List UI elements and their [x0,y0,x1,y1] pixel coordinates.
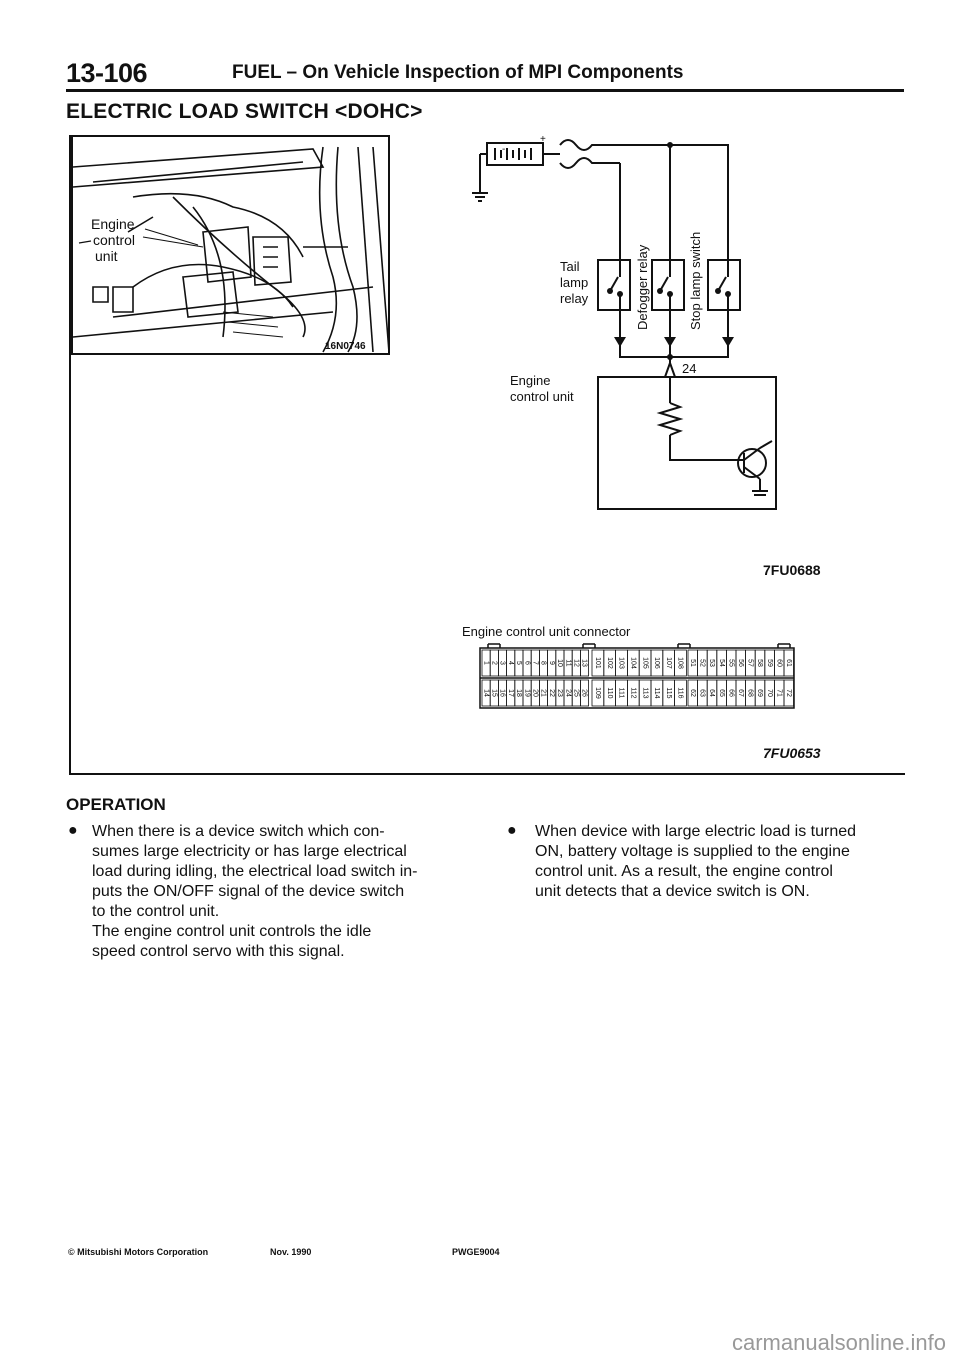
connector-pin-number: 52 [698,659,706,667]
left-line-2: sumes large electricity or has large electrical [92,843,407,860]
left-line-5: to the control unit. [92,903,220,920]
connector-pin-number: 108 [676,657,684,669]
connector-pin-number: 22 [547,689,555,697]
connector-pin-number: 116 [676,687,684,699]
connector-pin-number: 8 [539,661,547,665]
connector-pin-number: 12 [572,659,580,667]
photo-label-line-2: control [93,232,136,248]
right-line-4: unit detects that a device switch is ON. [535,883,810,900]
page-header-title: FUEL – On Vehicle Inspection of MPI Components [232,62,684,83]
connector-pin-number: 71 [775,689,783,697]
connector-pin-number: 67 [736,689,744,697]
defogger-relay-label: Defogger relay [635,244,650,330]
connector-pin-number: 114 [653,687,661,699]
page-number: 13-106 [66,58,148,88]
operation-title: OPERATION [66,795,166,814]
connector-pin-number: 1 [482,661,490,665]
connector-pin-number: 23 [556,689,564,697]
circuit-code: 7FU0688 [763,562,821,578]
section-title: ELECTRIC LOAD SWITCH <DOHC> [66,100,423,123]
connector-pin-number: 55 [727,659,735,667]
connector-pin-number: 59 [765,659,773,667]
footer-date: Nov. 1990 [270,1247,312,1257]
connector-pin-number: 104 [629,657,637,669]
connector-pin-number: 56 [736,659,744,667]
connector-diagram [478,642,796,714]
connector-pin-number: 111 [617,687,625,699]
engine-bay-drawing [73,137,390,355]
tail-lamp-relay-label-1: Tail [560,259,580,274]
right-line-3: control unit. As a result, the engine control [535,863,833,880]
connector-pin-number: 2 [490,661,498,665]
bullet-right: ● [507,822,517,839]
connector-pin-number: 5 [515,661,523,665]
header-rule [66,89,904,92]
connector-pin-number: 20 [531,689,539,697]
left-line-3: load during idling, the electrical load switch in- [92,863,418,880]
bullet-left: ● [68,822,78,839]
operation-right-text [535,822,856,902]
terminal-number: 24 [682,361,697,376]
left-line-7: speed control servo with this signal. [92,943,345,960]
photo-label-line-1: Engine [91,216,135,232]
connector-pin-number: 53 [708,659,716,667]
operation-left-text [92,822,418,962]
connector-pin-number: 115 [664,687,672,699]
connector-pin-number: 4 [506,661,514,665]
right-line-1: When device with large electric load is turned [535,823,857,840]
connector-pin-number: 70 [765,689,773,697]
connector-pin-number: 66 [727,689,735,697]
connector-pin-number: 6 [523,661,531,665]
photo-label-line-3: unit [95,248,118,264]
connector-pin-number: 106 [653,657,661,669]
svg-text:+: + [540,135,546,145]
connector-pin-number: 109 [594,687,602,699]
circuit-diagram [460,135,800,515]
connector-pin-number: 103 [617,657,625,669]
connector-pin-number: 24 [564,689,572,697]
connector-pin-number: 64 [708,689,716,697]
connector-pin-number: 51 [688,659,696,667]
left-line-6: The engine control unit controls the idle [92,923,372,940]
connector-pin-number: 26 [580,689,588,697]
connector-title: Engine control unit connector [462,624,631,639]
ecu-label-1: Engine [510,373,551,388]
connector-pin-number: 57 [746,659,754,667]
watermark: carmanualsonline.info [731,1330,946,1355]
connector-pin-number: 18 [515,689,523,697]
connector-pin-number: 17 [506,689,514,697]
connector-pin-number: 62 [688,689,696,697]
ecu-label-2: control unit [510,389,574,404]
engine-bay-illustration [71,135,390,355]
connector-pin-number: 110 [605,687,613,699]
connector-pin-number: 61 [784,659,792,667]
connector-pin-number: 25 [572,689,580,697]
photo-code: 16N0746 [325,341,366,352]
connector-pin-number: 14 [482,689,490,697]
connector-pin-number: 21 [539,689,547,697]
left-line-1: When there is a device switch which con- [92,823,385,840]
connector-pin-number: 72 [784,689,792,697]
connector-pin-number: 112 [629,687,637,699]
footer-copyright: © Mitsubishi Motors Corporation [68,1247,209,1257]
connector-pin-number: 101 [594,657,602,669]
footer-code: PWGE9004 [452,1247,500,1257]
connector-pin-number: 15 [490,689,498,697]
connector-pin-number: 54 [717,659,725,667]
svg-text:-: - [502,144,506,155]
connector-pin-number: 107 [664,657,672,669]
connector-pin-number: 9 [547,661,555,665]
connector-pin-number: 69 [756,689,764,697]
connector-pin-number: 11 [564,659,572,667]
connector-code: 7FU0653 [763,745,821,761]
connector-pin-number: 105 [641,657,649,669]
right-line-2: ON, battery voltage is supplied to the engine [535,843,850,860]
connector-pin-number: 10 [556,659,564,667]
connector-pin-number: 65 [717,689,725,697]
left-line-4: puts the ON/OFF signal of the device switch [92,883,405,900]
connector-pin-number: 16 [498,689,506,697]
connector-pin-number: 113 [641,687,649,699]
connector-pin-number: 102 [605,657,613,669]
connector-pin-number: 63 [698,689,706,697]
stop-lamp-switch-label: Stop lamp switch [688,231,703,330]
connector-pin-number: 13 [580,659,588,667]
tail-lamp-relay-label-2: lamp [560,275,589,290]
connector-pin-number: 58 [756,659,764,667]
connector-pin-number: 3 [498,661,506,665]
connector-pin-number: 7 [531,661,539,665]
connector-pin-number: 19 [523,689,531,697]
tail-lamp-relay-label-3: relay [560,291,589,306]
connector-pin-number: 68 [746,689,754,697]
frame-bottom-rule [69,773,905,775]
connector-pin-number: 60 [775,659,783,667]
